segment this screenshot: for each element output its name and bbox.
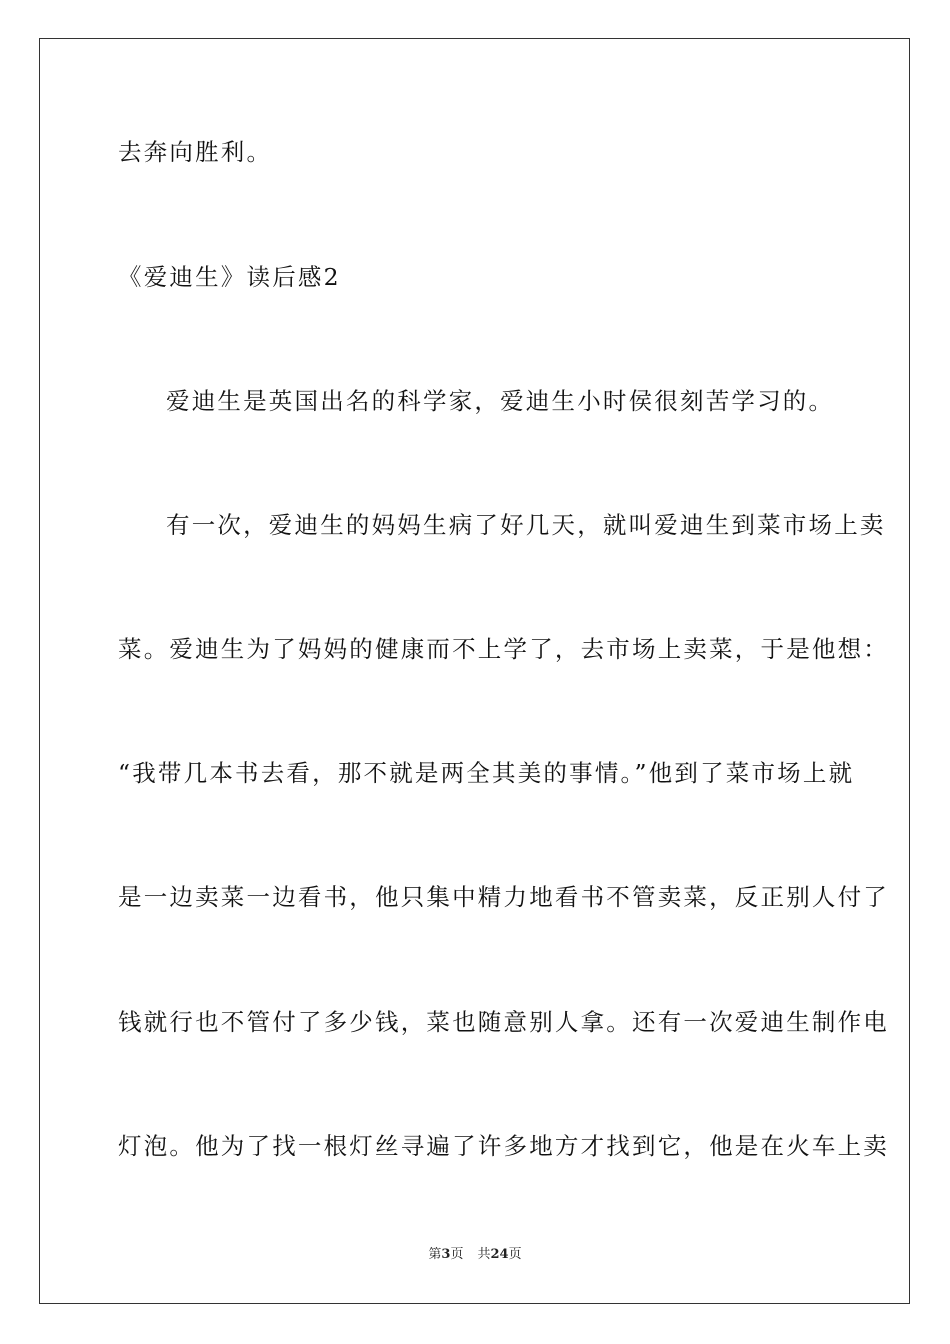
paragraph-2-line-5: 钱就行也不管付了多少钱，菜也随意别人拿。还有一次爱迪生制作电 xyxy=(118,1008,889,1036)
section-heading: 《爱迪生》读后感2 xyxy=(118,263,341,291)
page-number: 3 xyxy=(441,1247,451,1262)
page-border xyxy=(39,38,910,1304)
page-suffix: 页 xyxy=(450,1247,464,1262)
total-pages: 24 xyxy=(490,1247,509,1262)
paragraph-2-line-3: “我带几本书去看，那不就是两全其美的事情。”他到了菜市场上就 xyxy=(118,759,855,787)
paragraph-1-line-1: 爱迪生是英国出名的科学家，爱迪生小时侯很刻苦学习的。 xyxy=(166,387,835,415)
total-suffix: 页 xyxy=(508,1247,522,1262)
paragraph-2-line-6: 灯泡。他为了找一根灯丝寻遍了许多地方才找到它，他是在火车上卖 xyxy=(118,1132,889,1160)
total-prefix: 共 xyxy=(477,1247,491,1262)
text-line-1: 去奔向胜利。 xyxy=(118,138,273,166)
paragraph-2-line-1: 有一次，爱迪生的妈妈生病了好几天，就叫爱迪生到菜市场上卖 xyxy=(166,511,886,539)
paragraph-2-line-4: 是一边卖菜一边看书，他只集中精力地看书不管卖菜，反正别人付了 xyxy=(118,883,889,911)
page-prefix: 第 xyxy=(428,1247,442,1262)
paragraph-2-line-2: 菜。爱迪生为了妈妈的健康而不上学了，去市场上卖菜，于是他想： xyxy=(118,635,889,663)
page-footer xyxy=(0,1246,950,1264)
